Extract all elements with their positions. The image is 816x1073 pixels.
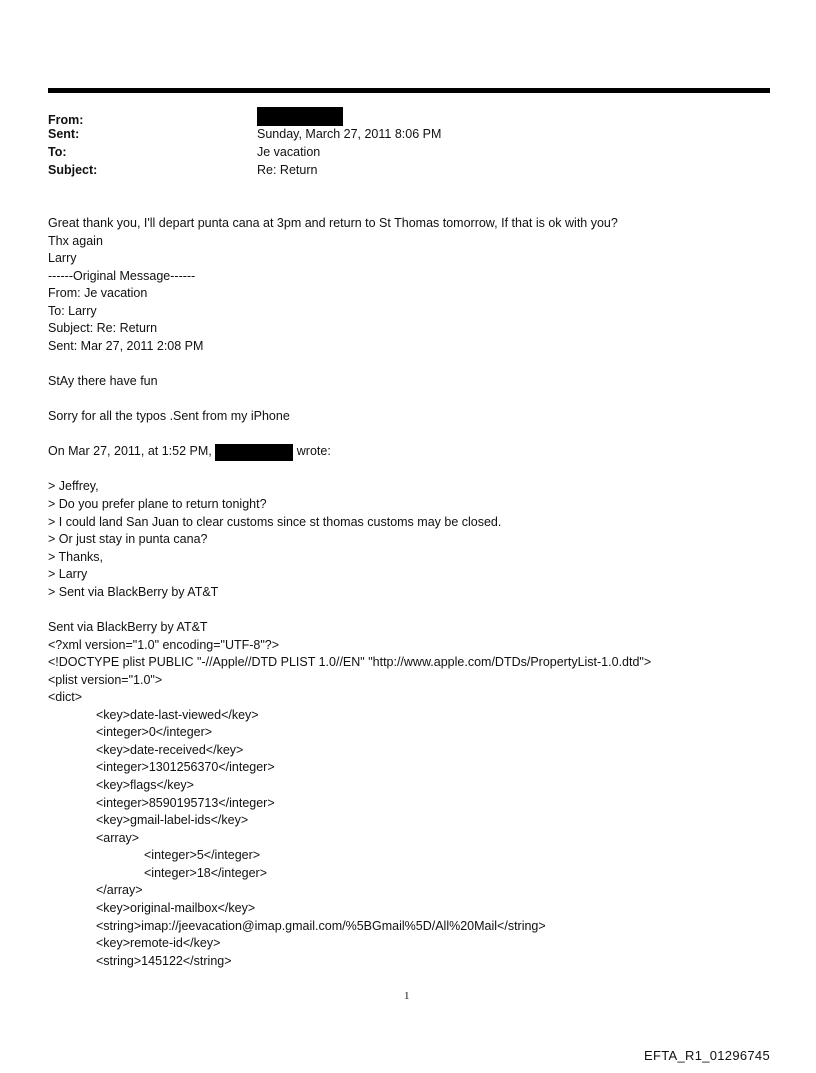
body-line <box>48 356 788 374</box>
body-line: <integer>18</integer> <box>144 865 268 880</box>
body-line: <key>remote-id</key> <box>96 936 221 951</box>
body-line: > Larry <box>48 567 88 582</box>
body-line: <key>gmail-label-ids</key> <box>96 813 249 828</box>
body-line: > Do you prefer plane to return tonight? <box>48 497 267 511</box>
body-line: Larry <box>48 251 77 266</box>
body-line: <string>145122</string> <box>96 953 232 968</box>
body-line: <integer>1301256370</integer> <box>96 760 275 775</box>
body-line: Sent: Mar 27, 2011 2:08 PM <box>48 338 204 353</box>
quote-intro: On Mar 27, 2011, at 1:52 PM, <box>48 444 212 459</box>
body-line: <integer>0</integer> <box>96 725 213 740</box>
body-line: </array> <box>96 883 143 898</box>
body-line: From: Je vacation <box>48 286 148 301</box>
body-line: Sent via BlackBerry by AT&T <box>48 619 208 634</box>
redacted-sender <box>215 444 293 461</box>
body-line: <?xml version="1.0" encoding="UTF-8"?> <box>48 637 280 652</box>
body-line: > Or just stay in punta cana? <box>48 532 208 547</box>
body-line: Subject: Re: Return <box>48 321 158 336</box>
body-line: To: Larry <box>48 303 97 318</box>
body-line: <dict> <box>48 690 83 705</box>
subject-value: Re: Return <box>257 163 318 177</box>
body-line: ------Original Message------ <box>48 268 196 283</box>
body-line: <array> <box>96 830 140 845</box>
sent-label: Sent: <box>48 127 80 141</box>
quote-wrote: wrote: <box>296 444 331 459</box>
body-line <box>48 426 788 444</box>
body-line <box>48 391 788 409</box>
body-line: Great thank you, I'll depart punta cana at 3pm and return to St Thomas tomorrow, If that is ok with you? <box>48 216 618 230</box>
to-value: Je vacation <box>257 145 321 159</box>
body-line <box>48 601 788 619</box>
subject-label: Subject: <box>48 163 98 177</box>
body-line: <plist version="1.0"> <box>48 672 163 687</box>
body-line: > Sent via BlackBerry by AT&T <box>48 584 219 599</box>
body-line: Thx again <box>48 233 103 248</box>
body-line: <key>date-received</key> <box>96 742 244 757</box>
body-line: <integer>5</integer> <box>144 848 261 863</box>
body-line: > Jeffrey, <box>48 479 99 494</box>
body-line <box>48 461 788 479</box>
body-line: <integer>8590195713</integer> <box>96 795 275 810</box>
header-rule <box>48 88 770 93</box>
body-line: <key>flags</key> <box>96 778 194 792</box>
body-line: <string>imap://jeevacation@imap.gmail.com/%5BGmail%5D/All%20Mail</string> <box>96 918 546 933</box>
body-line: > I could land San Juan to clear customs since st thomas customs may be closed. <box>48 514 502 529</box>
body-line: <!DOCTYPE plist PUBLIC "-//Apple//DTD PLIST 1.0//EN" "http://www.apple.com/DTDs/PropertyList-1.0.dtd"> <box>48 655 652 670</box>
body-line: > Thanks, <box>48 549 104 564</box>
body-line: <key>date-last-viewed</key> <box>96 707 259 722</box>
page-number: 1 <box>404 990 410 1002</box>
body-line: Sorry for all the typos .Sent from my iPhone <box>48 409 290 424</box>
body-line: <key>original-mailbox</key> <box>96 900 256 915</box>
body-line <box>48 443 788 461</box>
from-label: From: <box>48 113 84 127</box>
sent-value: Sunday, March 27, 2011 8:06 PM <box>257 127 442 141</box>
from-value-redacted <box>257 107 343 126</box>
email-body <box>48 215 788 970</box>
document-id: EFTA_R1_01296745 <box>644 1048 770 1063</box>
to-label: To: <box>48 145 67 159</box>
body-line: StAy there have fun <box>48 374 158 389</box>
